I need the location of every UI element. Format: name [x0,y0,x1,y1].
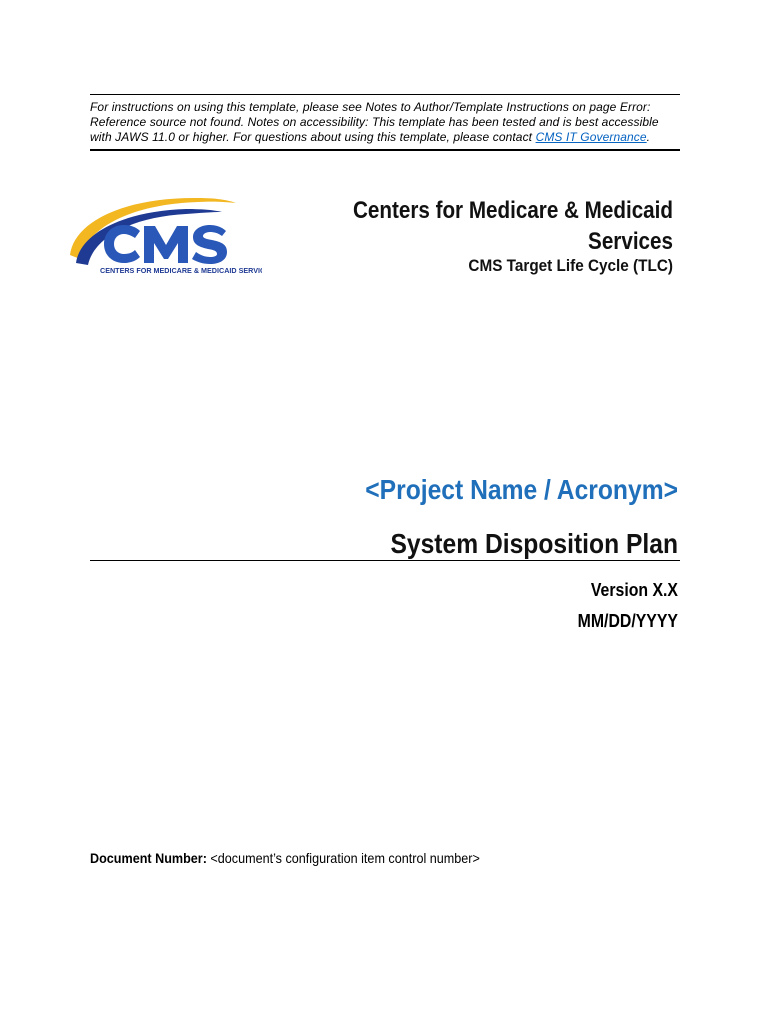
document-date: MM/DD/YYYY [577,611,678,631]
cms-logo [66,193,262,277]
logo-letter-m [144,226,188,263]
org-title-line1: Centers for Medicare & Medicaid [352,197,673,224]
logo-letter-s [192,225,227,264]
document-number-value: <document’s configuration item control number> [210,850,480,866]
cms-it-governance-link[interactable]: CMS IT Governance [535,130,647,144]
template-instructions [90,94,680,151]
project-name-placeholder: <Project Name / Acronym> [365,474,678,505]
logo-tagline: CENTERS FOR MEDICARE & MEDICAID SERVICES [100,266,262,275]
logo-letter-c [104,225,140,263]
organization-title [329,195,673,257]
document-title: System Disposition Plan [390,528,678,559]
document-number [90,850,480,866]
title-divider [90,560,680,561]
document-version: Version X.X [590,580,678,600]
tlc-subtitle: CMS Target Life Cycle (TLC) [468,256,673,275]
instructions-text: For instructions on using this template, please see Notes to Author/Template Instructions on page Error: Reference source not found. Notes on accessibility: This template has been tested and is best accessible with JAWS 11.0 or higher. For questions about using this template, please contact [90,100,659,144]
document-number-label: Document Number: [90,850,207,866]
instructions-trailing: . [646,130,651,144]
org-title-line2: Services [588,228,673,255]
